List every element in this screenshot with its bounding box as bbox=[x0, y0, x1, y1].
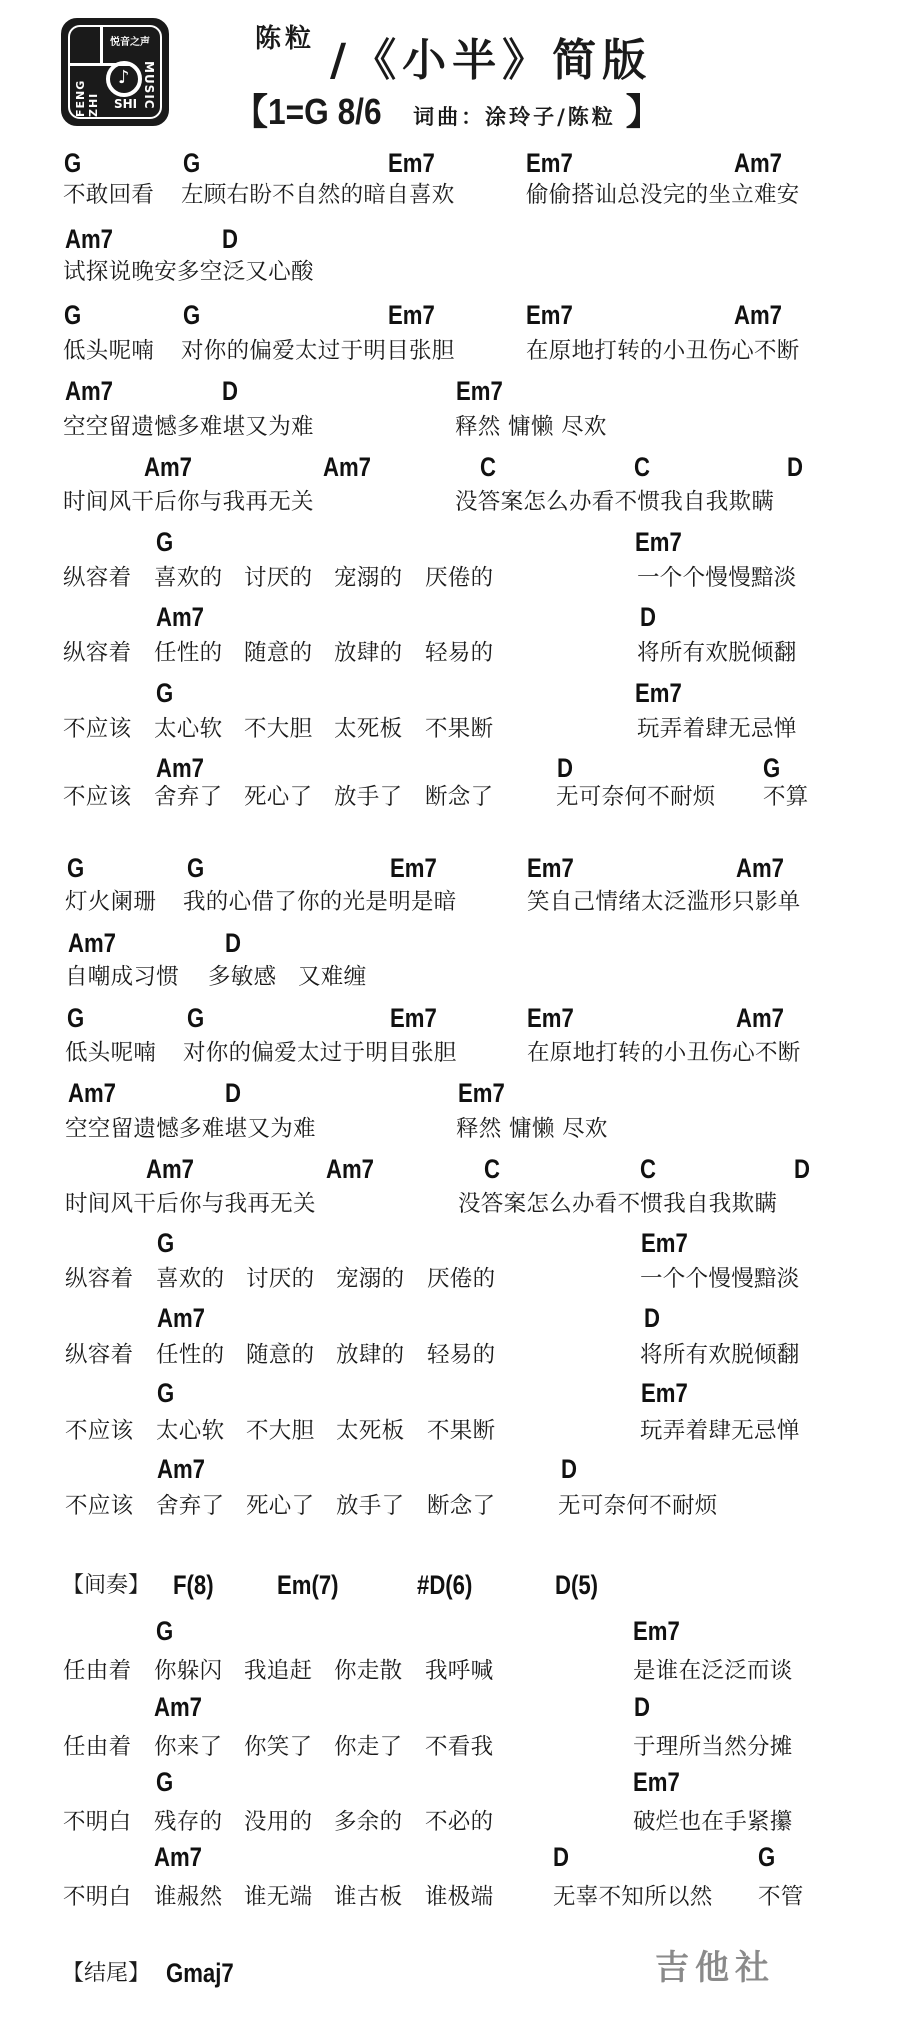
lyric-text: 纵容着 bbox=[65, 1266, 134, 1292]
chord-name: G bbox=[156, 527, 174, 557]
lyric-row bbox=[0, 1493, 900, 1523]
chord-row bbox=[0, 1618, 900, 1648]
chord-name: Am7 bbox=[65, 376, 113, 406]
chord-name: C bbox=[480, 452, 496, 482]
logo-left-text: FENG ZHI bbox=[74, 79, 100, 117]
chord-name: D bbox=[794, 1154, 810, 1184]
lyric-text: 不果断 bbox=[425, 716, 494, 742]
lyric-text: 喜欢的 bbox=[154, 565, 223, 591]
bracket-close: 】 bbox=[625, 91, 662, 133]
music-note-icon: ♪ bbox=[106, 61, 142, 97]
lyric-text: 你走了 bbox=[334, 1734, 403, 1760]
lyric-text: 太心软 bbox=[154, 716, 223, 742]
lyric-text: 不应该 bbox=[63, 716, 132, 742]
chord-name: Am7 bbox=[68, 928, 116, 958]
chord-name: G bbox=[758, 1842, 776, 1872]
chord-name: Em7 bbox=[390, 1003, 437, 1033]
lyric-row bbox=[0, 1040, 900, 1070]
chord-name: Gmaj7 bbox=[166, 1958, 234, 1988]
lyric-text: 在原地打转的小丑伤心不断 bbox=[526, 338, 800, 364]
lyric-text: 喜欢的 bbox=[156, 1266, 225, 1292]
lyric-row bbox=[0, 1734, 900, 1764]
chord-row bbox=[0, 1769, 900, 1799]
chord-row bbox=[0, 1694, 900, 1724]
lyric-text: 太心软 bbox=[156, 1418, 225, 1444]
lyric-text: 时间风干后你与我再无关 bbox=[65, 1191, 316, 1217]
lyric-row bbox=[0, 716, 900, 746]
chord-name: G bbox=[183, 148, 201, 178]
lyric-row bbox=[0, 1809, 900, 1839]
chord-row bbox=[0, 1080, 900, 1110]
lyric-text: 死心了 bbox=[244, 784, 313, 810]
logo-divider bbox=[100, 27, 103, 65]
lyric-text: 我呼喊 bbox=[425, 1658, 494, 1684]
chord-name: G bbox=[183, 300, 201, 330]
lyric-row bbox=[0, 182, 900, 212]
logo bbox=[61, 18, 169, 126]
chord-name: Am7 bbox=[146, 1154, 194, 1184]
chord-name: G bbox=[156, 678, 174, 708]
chord-name: Am7 bbox=[736, 1003, 784, 1033]
lyric-text: 不应该 bbox=[63, 784, 132, 810]
chord-name: G bbox=[187, 853, 205, 883]
chord-row bbox=[0, 1380, 900, 1410]
chord-name: G bbox=[156, 1767, 174, 1797]
chord-row bbox=[0, 604, 900, 634]
lyric-text: 谁无端 bbox=[244, 1884, 313, 1910]
lyric-text: 不明白 bbox=[63, 1884, 132, 1910]
lyric-row bbox=[0, 565, 900, 595]
lyric-text: 空空留遗憾多难堪又为难 bbox=[65, 1116, 316, 1142]
lyric-text: 舍弃了 bbox=[154, 784, 223, 810]
chord-row bbox=[0, 1456, 900, 1486]
lyric-text: 不大胆 bbox=[244, 716, 313, 742]
chord-name: Em7 bbox=[635, 527, 682, 557]
chord-name: Am7 bbox=[156, 753, 204, 783]
lyric-text: 不应该 bbox=[65, 1418, 134, 1444]
lyric-text: 放肆的 bbox=[336, 1342, 405, 1368]
lyric-text: 我追赶 bbox=[244, 1658, 313, 1684]
lyric-text: 灯火阑珊 bbox=[65, 889, 157, 915]
chord-name: Am7 bbox=[734, 148, 782, 178]
lyric-text: 空空留遗憾多难堪又为难 bbox=[63, 414, 314, 440]
chord-name: Am7 bbox=[156, 602, 204, 632]
lyric-text: 残存的 bbox=[154, 1809, 223, 1835]
chord-name: Am7 bbox=[323, 452, 371, 482]
bracket-open: 【 bbox=[232, 91, 269, 133]
lyric-row bbox=[0, 784, 900, 814]
chord-name: Am7 bbox=[734, 300, 782, 330]
chord-row bbox=[0, 1844, 900, 1874]
lyric-text: 左顾右盼不自然的暗自喜欢 bbox=[181, 182, 455, 208]
lyric-text: 低头呢喃 bbox=[63, 338, 155, 364]
lyric-text: 讨厌的 bbox=[246, 1266, 315, 1292]
chord-name: D bbox=[553, 1842, 569, 1872]
lyric-text: 厌倦的 bbox=[427, 1266, 496, 1292]
lyric-text: 没答案怎么办看不惯我自我欺瞒 bbox=[455, 489, 775, 515]
lyric-text: 一个个慢慢黯淡 bbox=[640, 1266, 800, 1292]
lyric-text: 轻易的 bbox=[427, 1342, 496, 1368]
lyric-text: 我的心借了你的光是明是暗 bbox=[183, 889, 457, 915]
lyric-text: 试探说晚安多空泛又心酸 bbox=[63, 259, 314, 285]
chord-name: Em7 bbox=[641, 1228, 688, 1258]
lyric-row bbox=[0, 1191, 900, 1221]
logo-top-text: 悦音之声 bbox=[110, 37, 150, 48]
chord-row bbox=[0, 378, 900, 408]
chord-name: C bbox=[634, 452, 650, 482]
chord-name: Am7 bbox=[736, 853, 784, 883]
section-label: 【间奏】 bbox=[62, 1573, 151, 1598]
chord-name: Em7 bbox=[526, 148, 573, 178]
logo-frame bbox=[68, 25, 162, 119]
chord-row bbox=[0, 1230, 900, 1260]
lyric-text: 将所有欢脱倾翻 bbox=[640, 1342, 800, 1368]
watermark: 吉他社 bbox=[655, 1948, 775, 1988]
chord-name: D bbox=[644, 1303, 660, 1333]
lyric-text: 在原地打转的小丑伤心不断 bbox=[527, 1040, 801, 1066]
lyric-text: 不算 bbox=[763, 784, 809, 810]
chord-name: G bbox=[187, 1003, 205, 1033]
chord-name: D bbox=[787, 452, 803, 482]
lyric-row bbox=[0, 1658, 900, 1688]
chord-name: G bbox=[157, 1228, 175, 1258]
chord-name: G bbox=[156, 1616, 174, 1646]
lyric-text: 对你的偏爱太过于明目张胆 bbox=[183, 1040, 457, 1066]
lyric-text: 玩弄着肆无忌惮 bbox=[637, 716, 797, 742]
chord-name: Em7 bbox=[458, 1078, 505, 1108]
chord-name: Em(7) bbox=[277, 1570, 339, 1600]
lyric-text: 偷偷搭讪总没完的坐立难安 bbox=[526, 182, 800, 208]
lyric-text: 不管 bbox=[758, 1884, 804, 1910]
lyric-text: 纵容着 bbox=[65, 1342, 134, 1368]
chord-row bbox=[0, 1156, 900, 1186]
lyric-text: 释然 慵懒 尽欢 bbox=[456, 1116, 608, 1142]
chord-name: Em7 bbox=[635, 678, 682, 708]
lyric-text: 自嘲成习惯 bbox=[65, 964, 180, 990]
lyric-text: 你躲闪 bbox=[154, 1658, 223, 1684]
chord-name: #D(6) bbox=[417, 1570, 473, 1600]
lyric-text: 谁极端 bbox=[425, 1884, 494, 1910]
chord-name: F(8) bbox=[173, 1570, 214, 1600]
chord-name: C bbox=[484, 1154, 500, 1184]
lyric-text: 不应该 bbox=[65, 1493, 134, 1519]
chord-row bbox=[0, 930, 900, 960]
lyric-text: 多余的 bbox=[334, 1809, 403, 1835]
chord-name: G bbox=[64, 148, 82, 178]
lyric-text: 你笑了 bbox=[244, 1734, 313, 1760]
logo-right-text: MUSIC bbox=[142, 61, 156, 110]
lyric-text: 任性的 bbox=[156, 1342, 225, 1368]
chord-row bbox=[0, 755, 900, 785]
lyric-text: 纵容着 bbox=[63, 565, 132, 591]
logo-bottom-text: SHI bbox=[114, 97, 138, 111]
chord-name: G bbox=[64, 300, 82, 330]
chord-name: Am7 bbox=[326, 1154, 374, 1184]
lyric-text: 厌倦的 bbox=[425, 565, 494, 591]
lyric-text: 没答案怎么办看不惯我自我欺瞒 bbox=[458, 1191, 778, 1217]
lyric-row bbox=[0, 1884, 900, 1914]
chord-name: D bbox=[222, 224, 238, 254]
chord-name: D(5) bbox=[555, 1570, 599, 1600]
lyric-text: 太死板 bbox=[334, 716, 403, 742]
song-info bbox=[232, 84, 662, 135]
chord-name: Am7 bbox=[144, 452, 192, 482]
lyric-text: 释然 慵懒 尽欢 bbox=[455, 414, 607, 440]
lyric-text: 无可奈何不耐烦 bbox=[558, 1493, 718, 1519]
chord-row bbox=[0, 855, 900, 885]
chord-name: Em7 bbox=[526, 300, 573, 330]
chord-name: Am7 bbox=[157, 1454, 205, 1484]
lyric-text: 舍弃了 bbox=[156, 1493, 225, 1519]
chord-name: Em7 bbox=[390, 853, 437, 883]
lyric-text: 宠溺的 bbox=[336, 1266, 405, 1292]
lyric-row bbox=[0, 338, 900, 368]
lyric-text: 对你的偏爱太过于明目张胆 bbox=[181, 338, 455, 364]
chord-name: C bbox=[640, 1154, 656, 1184]
lyric-text: 笑自己情绪太泛滥形只影单 bbox=[527, 889, 801, 915]
section-row bbox=[0, 1572, 900, 1602]
lyric-text: 任由着 bbox=[63, 1734, 132, 1760]
song-title: /《小半》简版 bbox=[330, 35, 653, 86]
chord-name: Am7 bbox=[65, 224, 113, 254]
chord-name: Em7 bbox=[388, 300, 435, 330]
lyric-text: 又难缠 bbox=[298, 964, 367, 990]
chord-name: G bbox=[157, 1378, 175, 1408]
lyric-row bbox=[0, 259, 900, 289]
lyric-text: 随意的 bbox=[244, 640, 313, 666]
chord-name: D bbox=[634, 1692, 650, 1722]
lyric-row bbox=[0, 889, 900, 919]
chord-name: Em7 bbox=[527, 853, 574, 883]
chord-row bbox=[0, 1005, 900, 1035]
lyric-text: 断念了 bbox=[427, 1493, 496, 1519]
chord-name: G bbox=[67, 853, 85, 883]
lyric-row bbox=[0, 1418, 900, 1448]
artist-name: 陈粒 bbox=[255, 24, 316, 54]
lyric-text: 无可奈何不耐烦 bbox=[556, 784, 716, 810]
chord-name: D bbox=[561, 1454, 577, 1484]
lyric-text: 任性的 bbox=[154, 640, 223, 666]
lyric-text: 轻易的 bbox=[425, 640, 494, 666]
chord-name: Em7 bbox=[641, 1378, 688, 1408]
chord-row bbox=[0, 226, 900, 256]
lyric-text: 不明白 bbox=[63, 1809, 132, 1835]
lyric-row bbox=[0, 964, 900, 994]
chord-name: D bbox=[640, 602, 656, 632]
lyric-row bbox=[0, 1342, 900, 1372]
lyric-row bbox=[0, 1266, 900, 1296]
lyric-text: 不果断 bbox=[427, 1418, 496, 1444]
chord-name: Am7 bbox=[157, 1303, 205, 1333]
lyric-text: 你走散 bbox=[334, 1658, 403, 1684]
lyric-text: 不看我 bbox=[425, 1734, 494, 1760]
chord-name: D bbox=[225, 1078, 241, 1108]
lyric-text: 低头呢喃 bbox=[65, 1040, 157, 1066]
chord-row bbox=[0, 302, 900, 332]
lyric-text: 于理所当然分摊 bbox=[633, 1734, 793, 1760]
chord-name: G bbox=[763, 753, 781, 783]
lyric-text: 断念了 bbox=[425, 784, 494, 810]
lyric-text: 玩弄着肆无忌惮 bbox=[640, 1418, 800, 1444]
lyric-row bbox=[0, 1116, 900, 1146]
chord-name: G bbox=[67, 1003, 85, 1033]
credits: 词曲：涂玲子/陈粒 bbox=[413, 104, 616, 129]
lyric-text: 一个个慢慢黯淡 bbox=[637, 565, 797, 591]
chord-row bbox=[0, 680, 900, 710]
section-label: 【结尾】 bbox=[62, 1961, 151, 1986]
lyric-text: 无辜不知所以然 bbox=[553, 1884, 713, 1910]
chord-name: Em7 bbox=[527, 1003, 574, 1033]
chord-name: Em7 bbox=[633, 1616, 680, 1646]
lyric-text: 多敏感 bbox=[208, 964, 277, 990]
lyric-text: 时间风干后你与我再无关 bbox=[63, 489, 314, 515]
lyric-text: 是谁在泛泛而谈 bbox=[633, 1658, 793, 1684]
chord-name: Am7 bbox=[68, 1078, 116, 1108]
lyric-text: 不大胆 bbox=[246, 1418, 315, 1444]
lyric-text: 讨厌的 bbox=[244, 565, 313, 591]
chord-name: Am7 bbox=[154, 1692, 202, 1722]
chord-name: Em7 bbox=[456, 376, 503, 406]
lyric-text: 不必的 bbox=[425, 1809, 494, 1835]
lyric-text: 不敢回看 bbox=[63, 182, 155, 208]
chord-name: Am7 bbox=[154, 1842, 202, 1872]
lyric-text: 放肆的 bbox=[334, 640, 403, 666]
lyric-text: 将所有欢脱倾翻 bbox=[637, 640, 797, 666]
lyric-row bbox=[0, 414, 900, 444]
lyric-text: 放手了 bbox=[336, 1493, 405, 1519]
chord-row bbox=[0, 454, 900, 484]
lyric-text: 你来了 bbox=[154, 1734, 223, 1760]
lyric-text: 谁赧然 bbox=[154, 1884, 223, 1910]
lyric-text: 纵容着 bbox=[63, 640, 132, 666]
lyric-row bbox=[0, 640, 900, 670]
lyric-text: 放手了 bbox=[334, 784, 403, 810]
chord-name: Em7 bbox=[633, 1767, 680, 1797]
lyric-text: 破烂也在手紧攥 bbox=[633, 1809, 793, 1835]
lyric-text: 死心了 bbox=[246, 1493, 315, 1519]
lyric-text: 太死板 bbox=[336, 1418, 405, 1444]
chord-row bbox=[0, 1305, 900, 1335]
lyric-text: 谁古板 bbox=[334, 1884, 403, 1910]
chord-name: D bbox=[225, 928, 241, 958]
key-signature: 1=G 8/6 bbox=[268, 91, 382, 132]
chord-name: Em7 bbox=[388, 148, 435, 178]
chord-row bbox=[0, 529, 900, 559]
chord-name: D bbox=[222, 376, 238, 406]
chord-name: D bbox=[557, 753, 573, 783]
lyric-text: 宠溺的 bbox=[334, 565, 403, 591]
lyric-row bbox=[0, 489, 900, 519]
chord-row bbox=[0, 150, 900, 180]
lyric-text: 随意的 bbox=[246, 1342, 315, 1368]
lyric-text: 任由着 bbox=[63, 1658, 132, 1684]
lyric-text: 没用的 bbox=[244, 1809, 313, 1835]
